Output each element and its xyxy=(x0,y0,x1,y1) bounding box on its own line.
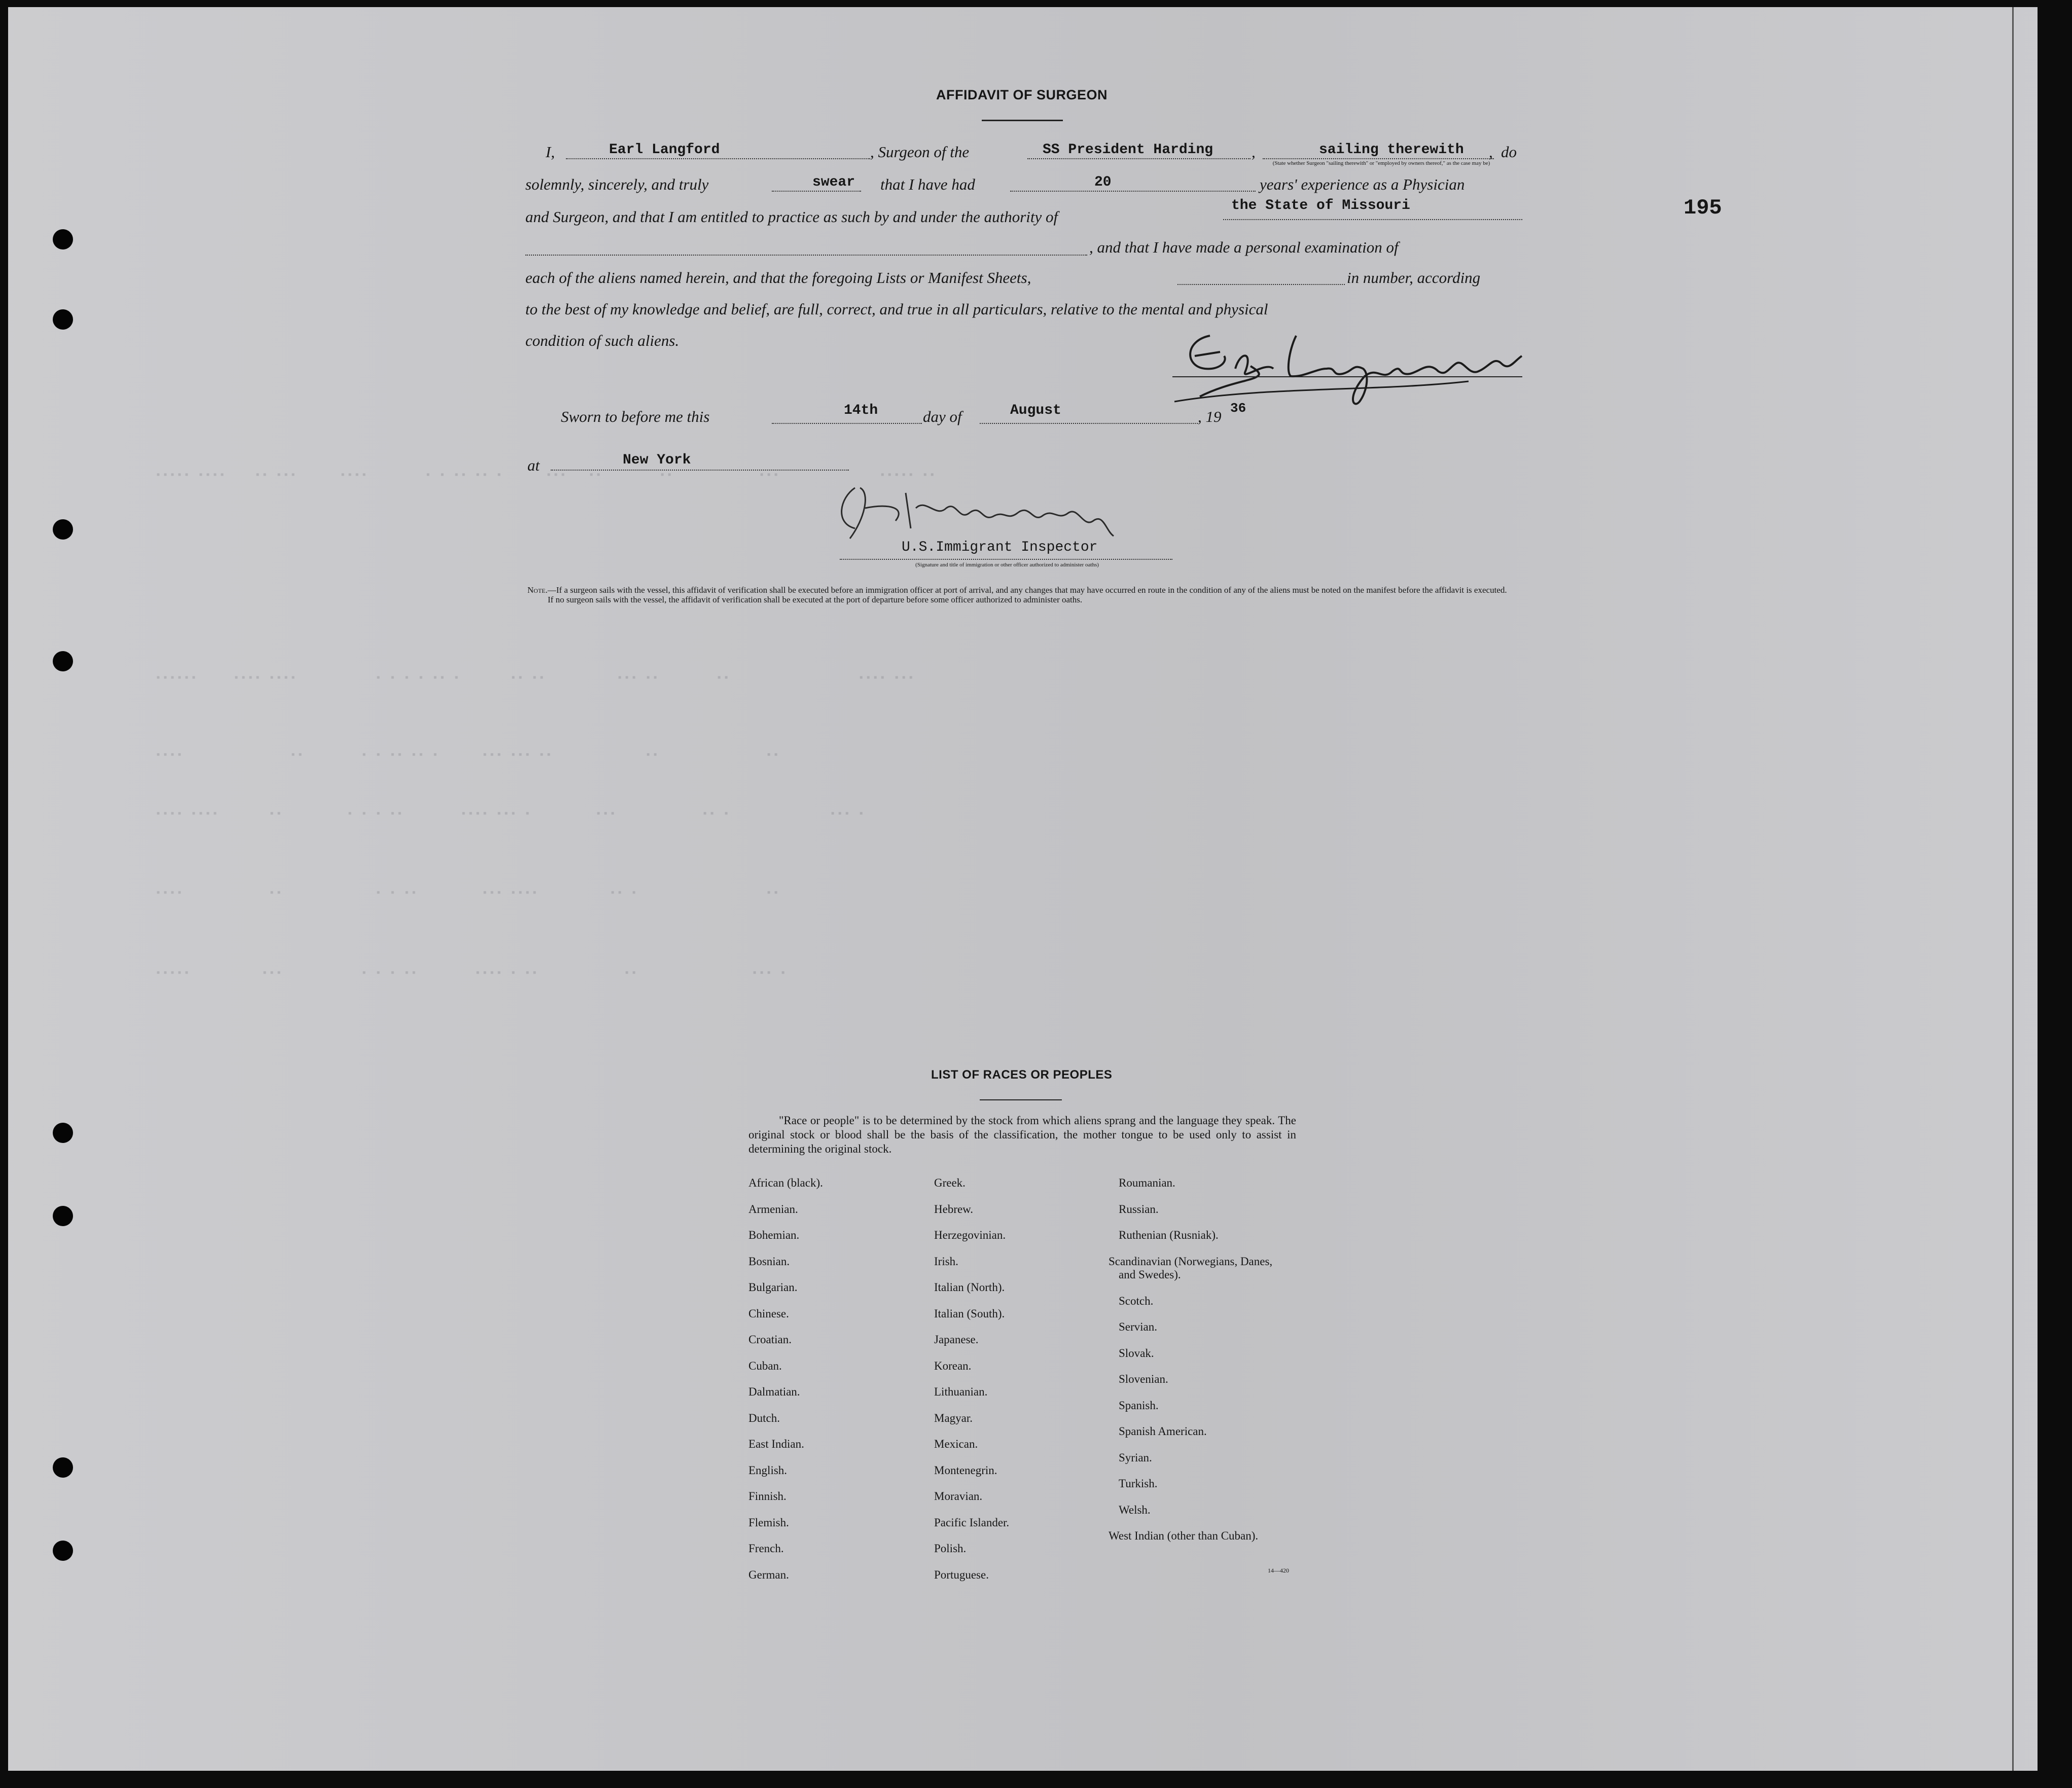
day-field-line xyxy=(772,423,922,424)
note-paragraph-1 xyxy=(527,585,1524,595)
punch-hole xyxy=(53,1541,73,1561)
affidavit-line5-pre: each of the aliens named herein, and that the foregoing Lists or Manifest Sheets, xyxy=(525,269,1031,287)
race-item: Korean. xyxy=(934,1359,972,1372)
sworn-pre: Sworn to before me this xyxy=(561,408,710,425)
comma: , xyxy=(1252,143,1256,161)
punch-hole xyxy=(53,1206,73,1226)
race-item: Dutch. xyxy=(748,1411,780,1424)
inspector-field-line xyxy=(840,559,1172,560)
years-field-line xyxy=(1010,191,1256,192)
race-item: Spanish American. xyxy=(1119,1425,1207,1438)
punch-hole xyxy=(53,229,73,249)
oath-field-line xyxy=(772,191,861,192)
surgeon-status: sailing therewith xyxy=(1319,142,1464,158)
status-field-line xyxy=(1263,158,1494,159)
sworn-day: 14th xyxy=(844,403,878,418)
race-item: Bohemian. xyxy=(748,1229,800,1241)
race-item: African (black). xyxy=(748,1176,823,1189)
sworn-year: 36 xyxy=(1230,401,1246,416)
affidavit-note xyxy=(527,585,1524,604)
races-title: LIST OF RACES OR PEOPLES xyxy=(931,1068,1113,1082)
race-item: Servian. xyxy=(1119,1320,1158,1333)
affidavit-line6: to the best of my knowledge and belief, are full, correct, and true in all particulars, relative to the mental and physical xyxy=(525,300,1268,318)
race-item: Roumanian. xyxy=(1119,1176,1175,1189)
affidavit-line2-pre: solemnly, sincerely, and truly xyxy=(525,175,709,193)
punch-hole xyxy=(53,1123,73,1143)
race-item: Slovak. xyxy=(1119,1346,1154,1360)
surgeon-name: Earl Langford xyxy=(609,142,720,158)
inspector-signature xyxy=(830,473,1134,544)
comma: , xyxy=(1489,143,1493,161)
inspector-title: U.S.Immigrant Inspector xyxy=(902,540,1098,555)
race-item: West Indian (other than Cuban). xyxy=(1109,1529,1259,1542)
race-item: Dalmatian. xyxy=(748,1385,800,1398)
sworn-place: New York xyxy=(623,452,691,468)
title-rule xyxy=(982,120,1063,121)
affidavit-line7: condition of such aliens. xyxy=(525,332,680,349)
race-item: Portuguese. xyxy=(934,1568,989,1581)
race-item: Greek. xyxy=(934,1176,966,1189)
place-field-line xyxy=(551,470,849,471)
race-item: Spanish. xyxy=(1119,1399,1159,1412)
oath-type: swear xyxy=(812,174,855,190)
surgeon-signature xyxy=(1164,320,1529,407)
signature-rule xyxy=(1172,376,1522,377)
affidavit-line4: , and that I have made a personal examination of xyxy=(1089,238,1399,256)
punch-hole xyxy=(53,519,73,540)
affidavit-line2-end: years' experience as a Physician xyxy=(1260,175,1465,193)
affidavit-line5-end: in number, according xyxy=(1347,269,1481,287)
race-item: Polish. xyxy=(934,1542,967,1555)
race-item: Scotch. xyxy=(1119,1294,1154,1307)
race-item: Mexican. xyxy=(934,1438,978,1450)
sheets-field-line xyxy=(1177,284,1345,285)
form-number: 14—420 xyxy=(1268,1567,1289,1574)
race-item: Hebrew. xyxy=(934,1202,974,1215)
sworn-mid: day of xyxy=(923,408,962,425)
ship-name: SS President Harding xyxy=(1043,142,1213,158)
race-item: Turkish. xyxy=(1119,1477,1158,1490)
affidavit-line2-mid: that I have had xyxy=(880,175,975,193)
race-item: Montenegrin. xyxy=(934,1463,997,1477)
at-pre: at xyxy=(527,456,540,474)
authority-field-line xyxy=(1223,219,1522,220)
race-item: French. xyxy=(748,1542,784,1555)
race-item: Scandinavian (Norwegians, Danes, and Swedes). xyxy=(1109,1255,1273,1281)
affidavit-line1-pre: I, xyxy=(546,143,555,161)
race-item: Russian. xyxy=(1119,1202,1159,1215)
sworn-month: August xyxy=(1010,403,1061,418)
race-item: Pacific Islander. xyxy=(934,1516,1010,1529)
years-experience: 20 xyxy=(1094,174,1112,190)
name-field-line xyxy=(566,158,870,159)
note-paragraph-2: If no surgeon sails with the vessel, the affidavit of verification shall be executed at the port of departure before some officer authorized to administer oaths. xyxy=(548,595,1083,604)
punch-hole xyxy=(53,651,73,671)
note-text-1: —If a surgeon sails with the vessel, this affidavit of verification shall be executed before an immigration officer at port of arrival, and any changes that may have occurred en route in the condition of any of the aliens must be noted on the manifest before the affidavit is executed. xyxy=(547,585,1507,595)
race-item: Bosnian. xyxy=(748,1255,790,1268)
race-item: East Indian. xyxy=(748,1438,804,1450)
affidavit-line1-end: do xyxy=(1501,143,1517,161)
races-title-rule xyxy=(980,1099,1062,1100)
status-note: (State whether Surgeon "sailing therewith" or "employed by owners thereof," as the case may be) xyxy=(1272,160,1490,166)
note-lead: Note. xyxy=(527,585,548,595)
race-item: Italian (South). xyxy=(934,1307,1005,1320)
race-item: Finnish. xyxy=(748,1490,787,1503)
inspector-caption: (Signature and title of immigration or other officer authorized to administer oaths) xyxy=(915,562,1099,568)
race-item: Lithuanian. xyxy=(934,1385,988,1398)
ship-field-line xyxy=(1027,158,1251,159)
race-item: Herzegovinian. xyxy=(934,1229,1006,1241)
races-column-1 xyxy=(748,1176,921,1582)
race-item: Japanese. xyxy=(934,1333,979,1346)
race-item: Bulgarian. xyxy=(748,1281,798,1294)
race-item: English. xyxy=(748,1463,788,1477)
race-item: Slovenian. xyxy=(1119,1373,1168,1385)
race-item: Cuban. xyxy=(748,1359,782,1372)
race-item: Italian (North). xyxy=(934,1281,1005,1294)
race-item: Flemish. xyxy=(748,1516,789,1529)
document-sheet: ▪▪▪▪▪ ▪▪▪▪ ▪▪ ▪▪▪ ▪▪▪▪ ▪ ▪ ▪▪ ▪▪ ▪ ▪▪▪ ▪▪ ▪▪ ▪▪▪ ▪▪▪▪▪ ▪▪ ▪▪▪▪▪▪ ▪▪▪▪ ▪▪▪▪ ▪ ▪ ▪ ▪ ▪▪ ▪ ▪▪ ▪▪ ▪▪▪ ▪▪ ▪▪ ▪▪▪▪ ▪▪▪ ▪▪▪▪ ▪▪ ▪ ▪ ▪▪ ▪▪ ▪ ▪▪▪ ▪▪▪ ▪▪ ▪▪ ▪▪ ▪▪▪▪ ▪▪▪▪ ▪▪ ▪ ▪ ▪ ▪▪ ▪▪▪▪ ▪▪▪ ▪ ▪▪▪ ▪▪ ▪ ▪▪▪ ▪ ▪▪▪▪ ▪▪ ▪ ▪ ▪▪ ▪▪▪ ▪▪▪▪ ▪▪ ▪ ▪▪ ▪▪▪▪▪ ▪▪▪ ▪ ▪ ▪ ▪▪ ▪▪▪▪ ▪ ▪▪ ▪▪ ▪▪▪ ▪ 195 AFFIDAVIT OF SURGEON I, Earl Langford , Surgeon of the SS President Harding , sailing therewith , do (State whether Surgeon "sailing therewith" or "employed by owners thereof," as the case may be) solemnly, sincerely, and truly swear that I have had 20 years' experience as a Physician and Surgeon, and that I am entitled to practice as such by and under the authority of the State of Missouri , and that I have made a personal examination of each of the aliens named herein, and that the foregoing Lists or Manifest Sheets, in number, according to the best of my knowledge and belief, are full, correct, and true in all particulars, relative to the mental and physical condition of such aliens. Sworn to before me this 14th day of August , 19 36 at New York U.S.Immigrant Inspector (Signature and title of immigration or other officer authorized to administer oaths) Note.—If a surgeon sails with the vessel, this affidavit of verification shall be executed before an immigration officer at port of arrival, and any changes that may have occurred en route in the condition of any of the aliens must be noted on the manifest before the affidavit is executed. If no surgeon sails with the vessel, the affidavit of verification shall be executed at the port of departure before some officer authorized to administer oaths. LIST OF RACES OR PEOPLES "Race or people" is to be determined by the stock from which aliens sprang and the language they speak. The original stock or blood shall be the basis of the classification, the mother tongue to be used only to assist in determining the original stock. African (black). Armenian. Bohemian. Bosnian. Bulgarian. Chinese. Croatian. Cuban. Dalmatian. Dutch. East Indian. English. Finnish. Flemish. French. German. Greek. Hebrew. Herzegovinian. Irish. Italian (North). Italian (South). Japanese. Korean. Lithuanian. Magyar. Mexican. Montenegrin. Moravian. Pacific Islander. Polish. Portuguese. Roumanian. Russian. Ruthenian (Rusniak). Scandinavian (Norwegians, Danes, and Swedes). Scotch. Servian. Slovak. Slovenian. Spanish. Spanish American. Syrian. Turkish. Welsh. West Indian (other than Cuban). 14—420 xyxy=(8,7,2038,1771)
race-item: Welsh. xyxy=(1119,1503,1151,1516)
authority: the State of Missouri xyxy=(1231,198,1410,213)
page-edge-line xyxy=(2012,7,2014,1771)
affidavit-line3-pre: and Surgeon, and that I am entitled to practice as such by and under the authority of xyxy=(525,208,1058,226)
race-item: German. xyxy=(748,1568,789,1581)
affidavit-title: AFFIDAVIT OF SURGEON xyxy=(936,87,1108,102)
race-item: Magyar. xyxy=(934,1411,973,1424)
races-column-3 xyxy=(1109,1176,1311,1582)
sworn-year-prefix: , 19 xyxy=(1198,408,1222,425)
punch-hole xyxy=(53,309,73,330)
races-intro: "Race or people" is to be determined by the stock from which aliens sprang and the language they speak. The original stock or blood shall be the basis of the classification, the mother tongue to be used only to assist in determining the original stock. xyxy=(748,1114,1296,1155)
punch-hole xyxy=(53,1457,73,1478)
page-number: 195 xyxy=(1684,196,1722,220)
race-item: Moravian. xyxy=(934,1490,983,1503)
affidavit-line1-mid: , Surgeon of the xyxy=(870,143,970,161)
race-item: Irish. xyxy=(934,1255,958,1268)
race-item: Armenian. xyxy=(748,1202,798,1215)
race-item: Ruthenian (Rusniak). xyxy=(1119,1229,1219,1241)
blank-field-line xyxy=(525,255,1087,256)
race-item: Croatian. xyxy=(748,1333,792,1346)
race-item: Syrian. xyxy=(1119,1451,1152,1464)
race-item: Chinese. xyxy=(748,1307,789,1320)
races-column-2 xyxy=(934,1176,1106,1582)
month-field-line xyxy=(980,423,1198,424)
